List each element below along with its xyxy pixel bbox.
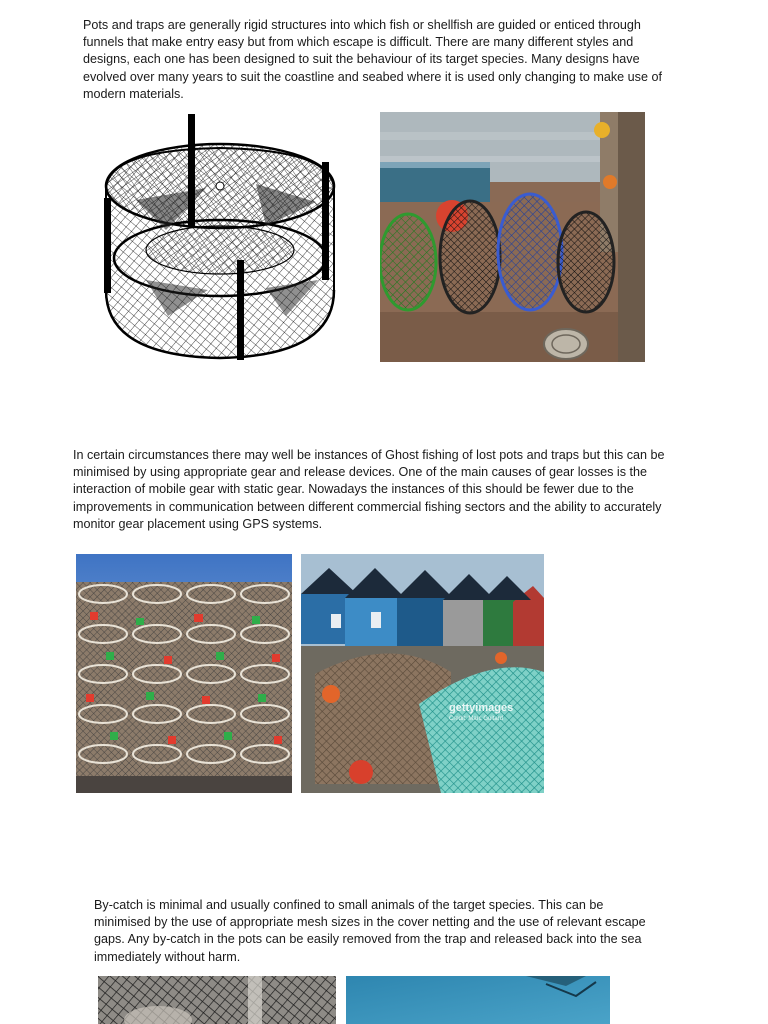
coloured-traps-on-dock-image	[380, 112, 645, 362]
underwater-trap-image	[346, 976, 610, 1024]
paragraph-ghost-fishing: In certain circumstances there may well be instances of Ghost fishing of lost pots and traps but this can be minimised by using appropriate gear and release devices. One of the main causes of gear losses is the interaction of mobile gear with static gear. Nowadays the instances of this should be fewer due to the improvements in communication between different commercial fishing sectors and the ability to accurately monitor gear placement using GPS systems.	[73, 448, 665, 531]
getty-watermark-brand: gettyimages	[449, 702, 514, 714]
paragraph-pots-and-traps: Pots and traps are generally rigid structures into which fish or shellfish are guided or enticed through funnels that make entry easy but from which escape is difficult. There are many different styles and designs, each one has been designed to suit the behaviour of its target species. Many designs have evolved over many years to suit the coastline and seabed where it is used only changing to make use of modern materials.	[83, 18, 662, 101]
wire-trap-drawing-image	[96, 110, 344, 366]
lobster-traps-sheds-image	[301, 554, 544, 793]
getty-watermark-credit: Credit: Marc Guitard	[449, 716, 504, 722]
paragraph-by-catch: By-catch is minimal and usually confined to small animals of the target species. This can be minimised by the use of appropriate mesh sizes in the cover netting and the use of relevant escape gaps. Any by-catch in the pots can be easily removed from the trap and released back into the sea immediately without harm.	[94, 898, 646, 964]
stacked-crab-pots-image	[76, 554, 292, 793]
netting-closeup-image	[98, 976, 336, 1024]
